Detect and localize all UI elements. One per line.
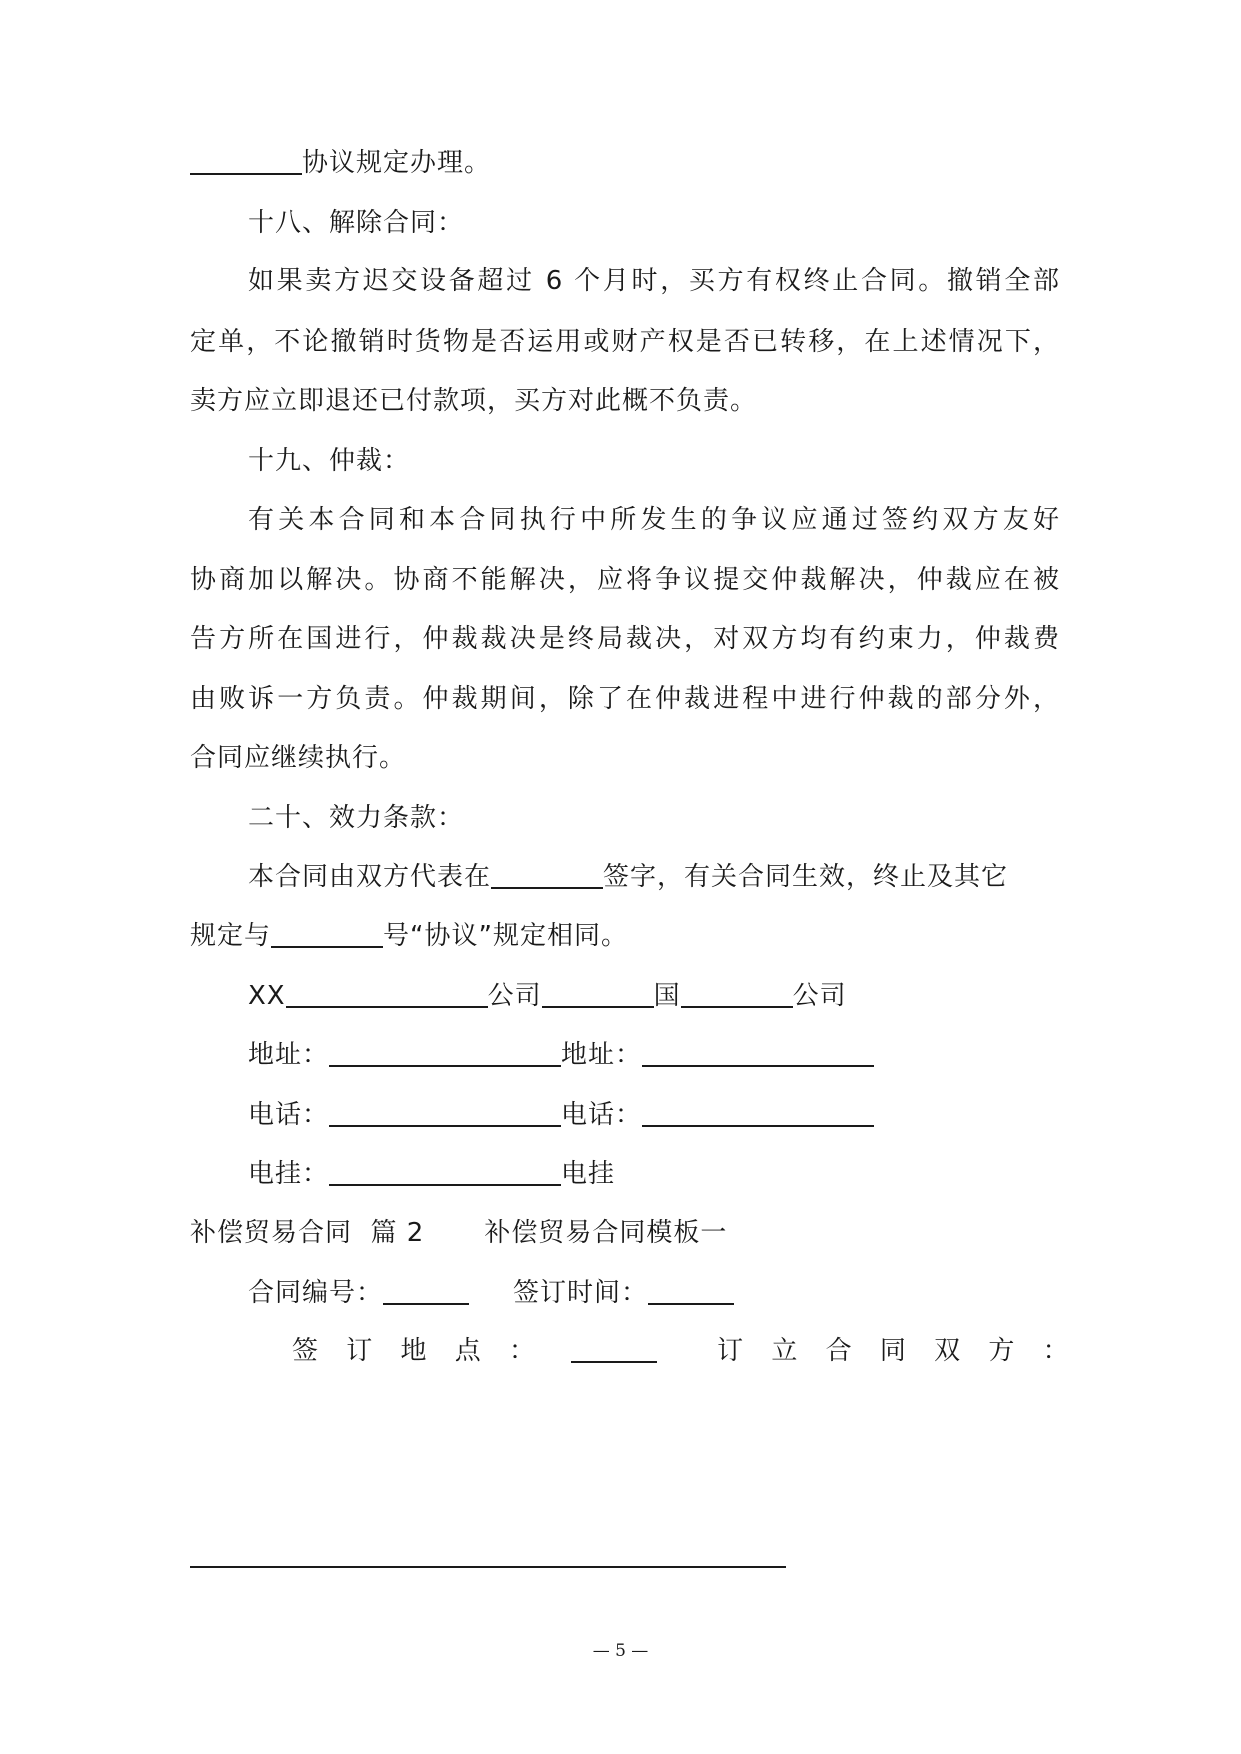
paragraph-line: 合同应继续执行。 [190, 743, 407, 773]
section-heading-arbitration: 十九、仲裁： [248, 446, 411, 476]
fill-blank-long [190, 1566, 786, 1568]
sign-place-label: 签 订 地 点 ： [292, 1336, 546, 1366]
address-label: 地址： [561, 1040, 643, 1070]
effect-suffix: 号“协议”规定相同。 [383, 921, 628, 951]
fill-blank [681, 978, 793, 1008]
address-label: 地址： [248, 1040, 330, 1070]
fill-blank [571, 1333, 657, 1363]
text-line [190, 143, 1060, 183]
fill-blank [271, 918, 383, 948]
effect-line-1 [248, 857, 1060, 897]
page-number: — 5 — [592, 1641, 649, 1661]
fill-blank [542, 978, 654, 1008]
telex-label: 电挂 [561, 1159, 616, 1189]
fill-blank [329, 1097, 561, 1127]
phone-line [248, 1095, 1060, 1135]
fill-blank [642, 1037, 874, 1067]
paragraph-line: 协商加以解决。协商不能解决，应将争议提交仲裁解决，仲裁应在被 [190, 565, 1060, 595]
contract-no-line [248, 1273, 1060, 1313]
paragraph-line: 告方所在国进行，仲裁裁决是终局裁决，对双方均有约束力，仲裁费 [190, 624, 1060, 654]
party-prefix: XX [248, 981, 286, 1011]
fill-blank [286, 978, 488, 1008]
fill-blank [491, 859, 603, 889]
country-label: 国 [653, 981, 681, 1011]
parties-line [248, 976, 1060, 1016]
paragraph-line: 卖方应立即退还已付款项，买方对此概不负责。 [190, 386, 758, 416]
effect-prefix: 本合同由双方代表在 [248, 862, 492, 892]
fill-blank [329, 1037, 561, 1067]
phone-label: 电话： [561, 1100, 643, 1130]
sign-date-label: 签订时间： [513, 1278, 649, 1308]
place-line [292, 1331, 1079, 1371]
fill-blank [190, 145, 302, 175]
company-label: 公司 [792, 981, 847, 1011]
fill-blank [642, 1097, 874, 1127]
paragraph-line: 有关本合同和本合同执行中所发生的争议应通过签约双方友好 [248, 505, 1060, 535]
section-heading-termination: 十八、解除合同： [248, 208, 465, 238]
company-label: 公司 [487, 981, 542, 1011]
paragraph-line: 由败诉一方负责。仲裁期间，除了在仲裁进程中进行仲裁的部分外， [190, 684, 1060, 714]
paragraph-line: 定单，不论撤销时货物是否运用或财产权是否已转移，在上述情况下， [190, 327, 1060, 357]
effect-line-2 [190, 916, 1060, 956]
telex-label: 电挂： [248, 1159, 330, 1189]
fill-blank [383, 1275, 469, 1305]
fill-blank [329, 1156, 561, 1186]
section-subtitle: 补偿贸易合同模板一 [484, 1218, 728, 1248]
line-text: 协议规定办理。 [302, 148, 492, 178]
section-header [190, 1213, 1060, 1253]
section-title: 补偿贸易合同 篇 2 [190, 1218, 425, 1248]
phone-label: 电话： [248, 1100, 330, 1130]
paragraph-line: 如果卖方迟交设备超过 6 个月时，买方有权终止合同。撤销全部 [248, 266, 1060, 296]
telex-line [248, 1154, 1060, 1194]
contract-parties-label: 订 立 合 同 双 方 ： [717, 1336, 1079, 1366]
section-heading-effect: 二十、效力条款： [248, 803, 465, 833]
effect-prefix: 规定与 [190, 921, 272, 951]
effect-suffix: 签字，有关合同生效，终止及其它 [603, 862, 1009, 892]
address-line [248, 1035, 1060, 1075]
contract-no-label: 合同编号： [248, 1278, 384, 1308]
fill-blank [648, 1275, 734, 1305]
